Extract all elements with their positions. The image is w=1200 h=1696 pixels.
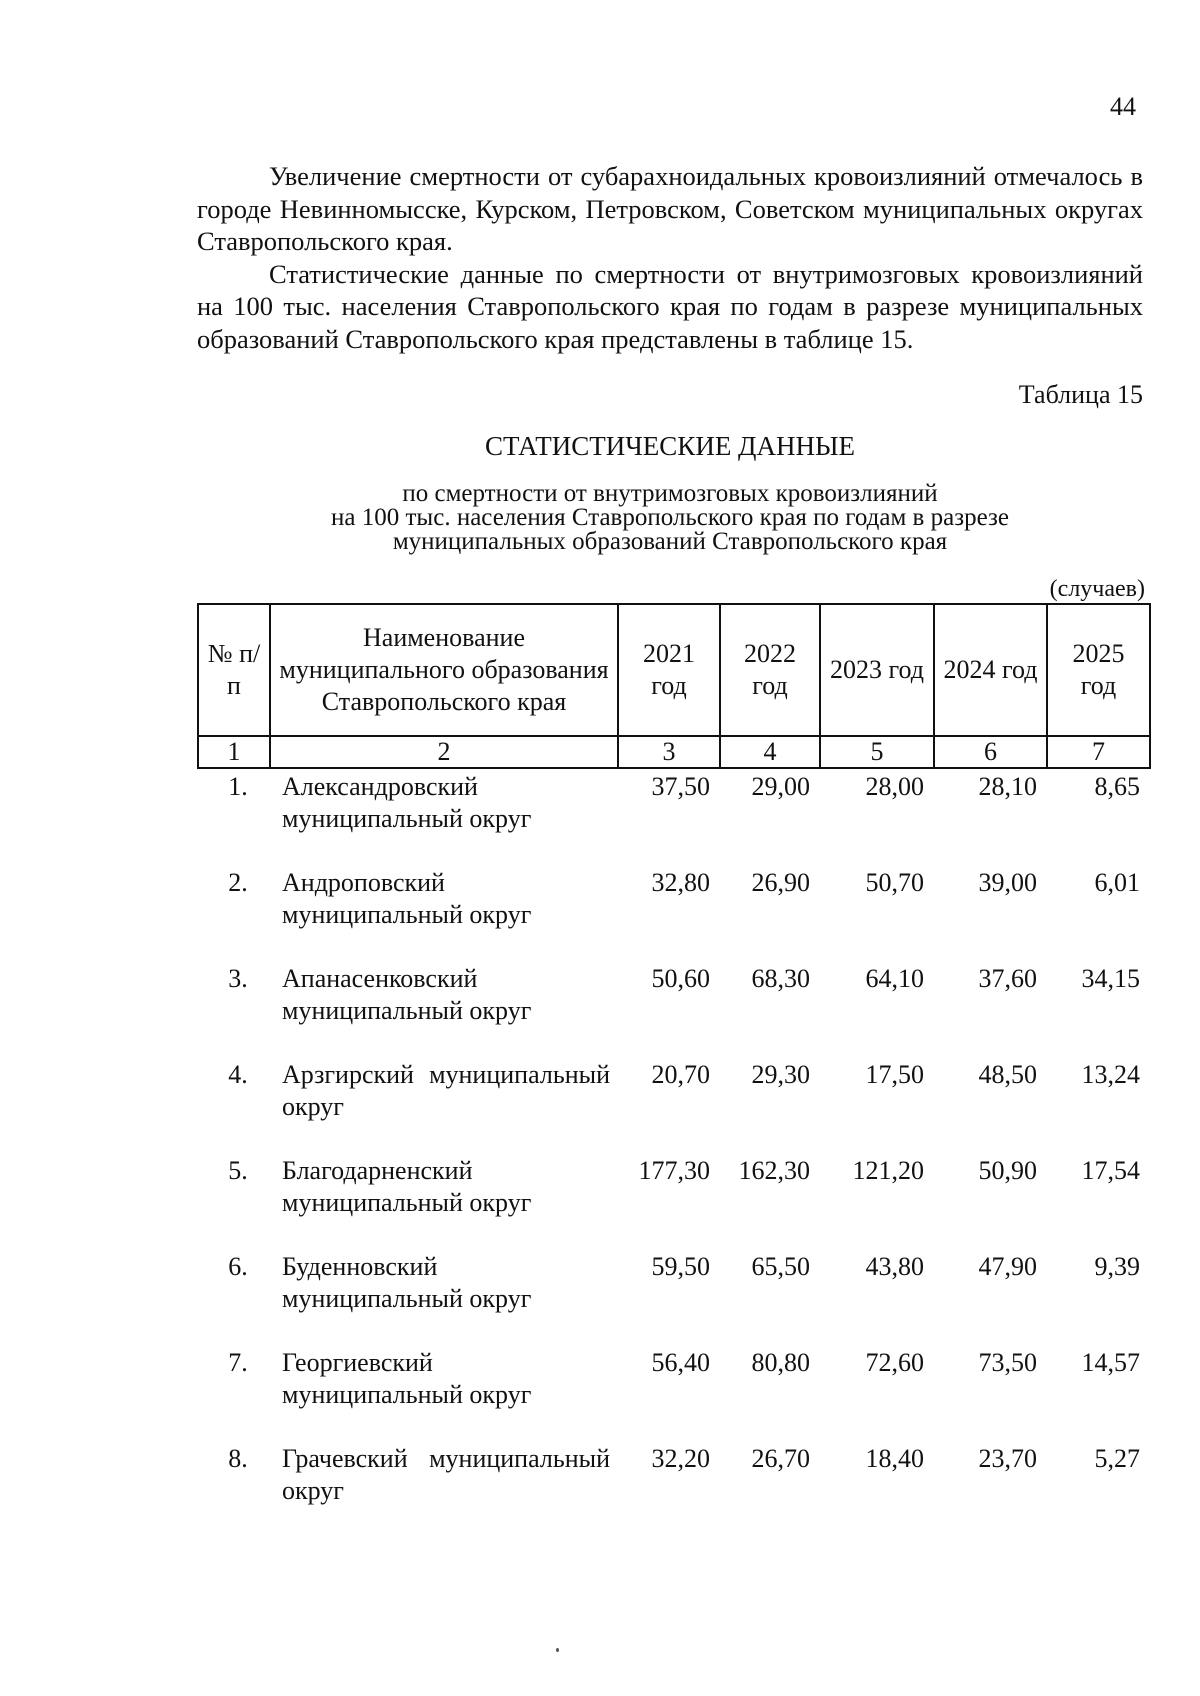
row-number: 8. [228,1444,248,1473]
row-name: Александровский муниципальный округ [282,772,532,833]
row-number: 4. [228,1060,248,1089]
row-value-2024: 50,90 [978,1156,1037,1185]
table-header-row [198,604,1150,736]
row-value-2023: 18,40 [865,1444,924,1473]
row-number: 2. [228,868,248,897]
table-row [198,963,1150,1059]
table-subtitle-line: на 100 тыс. населения Ставропольского края по годам в разрезе [331,504,1009,531]
row-value-2023: 50,70 [865,868,924,897]
header-2021: 2021 год [618,604,720,736]
column-number: 6 [934,736,1047,768]
row-value-2023: 43,80 [865,1252,924,1281]
row-name: Апанасенковский муниципальный округ [282,964,532,1025]
row-number: 1. [228,772,248,801]
table-subtitle-line: по смертности от внутримозговых кровоизлияний [402,480,938,507]
column-number: 7 [1047,736,1150,768]
row-number: 3. [228,964,248,993]
row-value-2023: 28,00 [865,772,924,801]
column-number: 5 [820,736,934,768]
intro-paragraph: Статистические данные по смертности от внутримозговых кровоизлияний на 100 тыс. населения Ставропольского края по годам в разрезе муниципальных образований Ставропольского края представлены в таблице 15. [197,258,1143,354]
row-name: Андроповский муниципальный округ [282,868,532,929]
intro-paragraph: Увеличение смертности от субарахноидальных кровоизлияний отмечалось в городе Невинномысске, Курском, Петровском, Советском муниципальных округах Ставропольского края. [197,161,1143,256]
row-value-2022: 29,00 [751,772,810,801]
header-2023: 2023 год [820,604,934,736]
page-number: 44 [1110,92,1136,121]
row-value-2022: 162,30 [738,1156,810,1185]
row-value-2024: 28,10 [978,772,1037,801]
table-subtitle-line: муниципальных образований Ставропольского края [392,528,948,555]
row-value-2023: 64,10 [865,964,924,993]
row-value-2022: 65,50 [751,1252,810,1281]
row-value-2025: 13,24 [1081,1060,1140,1089]
table-row [198,867,1150,963]
row-value-2024: 23,70 [978,1444,1037,1473]
row-value-2024: 73,50 [978,1348,1037,1377]
table-row [198,1443,1150,1539]
table-label: Таблица 15 [1018,380,1143,409]
row-value-2021: 32,20 [651,1444,710,1473]
row-value-2024: 48,50 [978,1060,1037,1089]
scan-speck [556,1648,559,1652]
row-value-2021: 37,50 [651,772,710,801]
row-value-2023: 72,60 [865,1348,924,1377]
row-value-2024: 37,60 [978,964,1037,993]
row-value-2025: 6,01 [1094,868,1140,897]
row-value-2024: 47,90 [978,1252,1037,1281]
row-value-2025: 34,15 [1081,964,1140,993]
row-value-2023: 121,20 [852,1156,924,1185]
row-value-2021: 56,40 [651,1348,710,1377]
row-number: 6. [228,1252,248,1281]
row-value-2025: 9,39 [1094,1252,1140,1281]
row-value-2021: 32,80 [651,868,710,897]
row-value-2025: 17,54 [1081,1156,1140,1185]
row-value-2023: 17,50 [865,1060,924,1089]
row-name: Грачевский муниципальный округ [282,1444,610,1505]
header-num: № п/п [198,604,270,736]
row-value-2025: 8,65 [1094,772,1140,801]
row-number: 7. [228,1348,248,1377]
table-row [198,768,1150,867]
table-title: СТАТИСТИЧЕСКИЕ ДАННЫЕ [484,431,856,461]
header-2024: 2024 год [934,604,1047,736]
row-value-2022: 68,30 [751,964,810,993]
row-value-2024: 39,00 [978,868,1037,897]
row-value-2021: 177,30 [638,1156,710,1185]
row-value-2021: 59,50 [651,1252,710,1281]
table-subtitle [197,482,1143,554]
intro-text [197,160,1143,355]
row-value-2025: 5,27 [1094,1444,1140,1473]
header-name: Наименование муниципального образования Ставропольского края [270,604,618,736]
row-name: Арзгирский муниципальный округ [282,1060,610,1121]
column-number: 2 [270,736,618,768]
table-row [198,1155,1150,1251]
row-value-2022: 80,80 [751,1348,810,1377]
row-name: Благодарненский муниципальный округ [282,1156,532,1217]
row-value-2021: 50,60 [651,964,710,993]
header-2025: 2025 год [1047,604,1150,736]
row-value-2022: 26,90 [751,868,810,897]
row-name: Буденновский муниципальный округ [282,1252,532,1313]
row-value-2022: 26,70 [751,1444,810,1473]
column-number: 1 [198,736,270,768]
column-number-row [198,736,1150,768]
header-2022: 2022 год [720,604,820,736]
row-value-2021: 20,70 [651,1060,710,1089]
table-row [198,1347,1150,1443]
units-label: (случаев) [1049,576,1145,602]
row-value-2022: 29,30 [751,1060,810,1089]
row-name: Георгиевский муниципальный округ [282,1348,532,1409]
row-number: 5. [228,1156,248,1185]
row-value-2025: 14,57 [1081,1348,1140,1377]
column-number: 3 [618,736,720,768]
column-number: 4 [720,736,820,768]
table-row [198,1251,1150,1347]
statistics-table [197,603,1151,1539]
table-row [198,1059,1150,1155]
